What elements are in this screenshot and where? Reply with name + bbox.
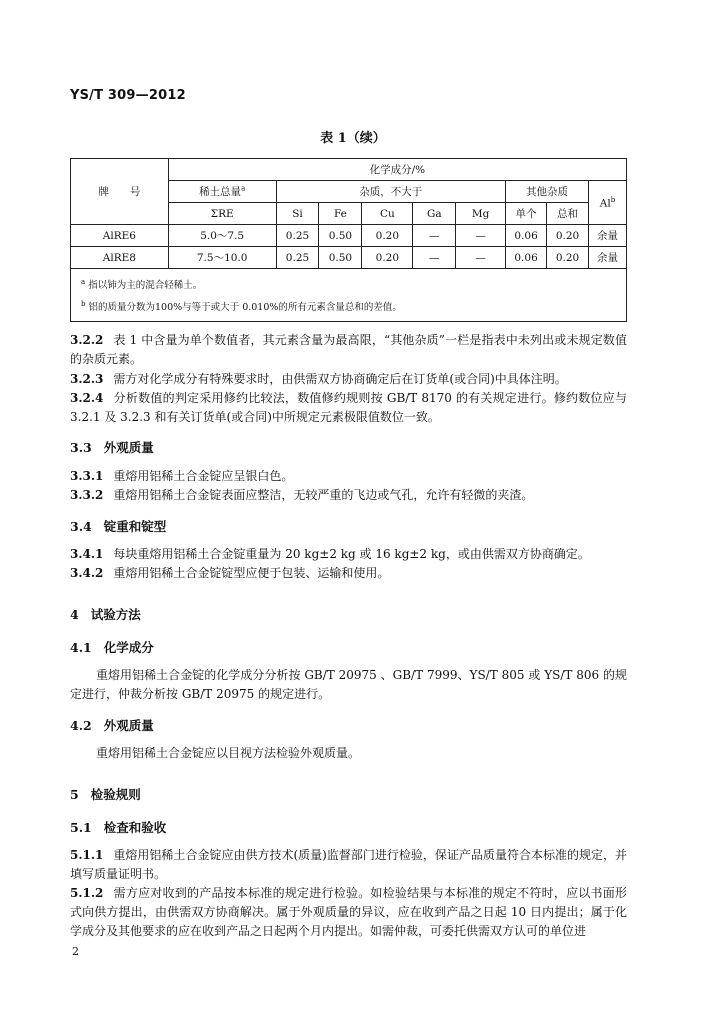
cell-cu: 0.20: [362, 247, 413, 269]
clause-3-4-1: 3.4.1 每块重熔用铝稀土合金锭重量为 20 kg±2 kg 或 16 kg±2 kg，或由供需双方协商确定。: [70, 547, 590, 561]
clause-3-3-2: 3.3.2 重熔用铝稀土合金锭表面应整洁，无较严重的飞边或气孔，允许有轻微的夹渣。: [70, 488, 534, 502]
cell-re: 5.0～7.5: [168, 225, 276, 247]
cell-total: 0.20: [547, 247, 589, 269]
section-3-3-heading: 3.3 外观质量: [70, 440, 154, 455]
element-ga-header: Ga: [413, 203, 456, 225]
cell-brand: AlRE8: [71, 247, 169, 269]
cell-fe: 0.50: [319, 225, 362, 247]
cell-si: 0.25: [276, 247, 319, 269]
section-4-heading: 4 试验方法: [70, 607, 141, 622]
clause-4-2-text: 重熔用铝稀土合金锭应以目视方法检验外观质量。: [96, 746, 361, 760]
section-3-4-heading: 3.4 锭重和锭型: [70, 519, 167, 534]
composition-table: [70, 158, 627, 322]
cell-al: 余量: [588, 247, 626, 269]
cell-total: 0.20: [547, 225, 589, 247]
cell-fe: 0.50: [319, 247, 362, 269]
element-si-header: Si: [276, 203, 319, 225]
cell-mg: —: [456, 225, 506, 247]
standard-code: YS/T 309—2012: [70, 88, 186, 103]
clause-3-2-4: 3.2.4 分析数值的判定采用修约比较法，数值修约规则按 GB/T 8170 的有关规定进行。修约数位应与 3.2.1 及 3.2.3 和有关订货单(或合同)中所规定元素极限值数位一致。: [70, 391, 627, 424]
re-symbol-header: ΣRE: [168, 203, 276, 225]
single-header: 单个: [506, 203, 547, 225]
cell-ga: —: [413, 225, 456, 247]
cell-brand: AlRE6: [71, 225, 169, 247]
clause-4-1-text: 重熔用铝稀土合金锭的化学成分分析按 GB/T 20975 、GB/T 7999、YS/T 805 或 YS/T 806 的规定进行，仲裁分析按 GB/T 20975 的规定进行。: [70, 668, 627, 701]
table-caption: 表 1（续）: [320, 131, 386, 146]
element-fe-header: Fe: [319, 203, 362, 225]
page-number: 2: [72, 945, 79, 958]
cell-single: 0.06: [506, 247, 547, 269]
al-header: Al$^b$: [588, 181, 626, 225]
element-cu-header: Cu: [362, 203, 413, 225]
element-mg-header: Mg: [456, 203, 506, 225]
chem-header: 化学成分/%: [168, 159, 626, 181]
cell-al: 余量: [588, 225, 626, 247]
cell-single: 0.06: [506, 225, 547, 247]
section-5-1-heading: 5.1 检查和验收: [70, 820, 167, 835]
note-b: $^b$ 铝的质量分数为100%与等于或大于 0.010%的所有元素含量总和的差值。: [81, 300, 402, 314]
table-row: [71, 247, 627, 269]
cell-re: 7.5～10.0: [168, 247, 276, 269]
clause-3-3-1: 3.3.1 重熔用铝稀土合金锭应呈银白色。: [70, 469, 294, 483]
cell-si: 0.25: [276, 225, 319, 247]
table-row: [71, 225, 627, 247]
clause-3-2-2: 3.2.2 表 1 中含量为单个数值者，其元素含量为最高限，“其他杂质”一栏是指表中未列出或未规定数值的杂质元素。: [70, 333, 627, 366]
cell-cu: 0.20: [362, 225, 413, 247]
clause-5-1-2: 5.1.2 需方应对收到的产品按本标准的规定进行检验。如检验结果与本标准的规定不符时，应以书面形式向供方提出，由供需双方协商解决。属于外观质量的异议，应在收到产品之日起 10 日内提出；属于化学成分及其他要求的应在收到产品之日起两个月内提出。如需仲裁，可委托供需双方认可的单位进: [70, 886, 627, 938]
clause-5-1-1: 5.1.1 重熔用铝稀土合金锭应由供方技术(质量)监督部门进行检验，保证产品质量符合本标准的规定，并填写质量证明书。: [70, 848, 627, 881]
brand-header: 牌 号: [71, 159, 169, 225]
impurity-header: 杂质，不大于: [276, 181, 506, 203]
section-5-heading: 5 检验规则: [70, 787, 141, 802]
other-impurity-header: 其他杂质: [506, 181, 589, 203]
cell-mg: —: [456, 247, 506, 269]
total-header: 总和: [547, 203, 589, 225]
section-4-1-heading: 4.1 化学成分: [70, 640, 154, 655]
table-notes: [71, 269, 627, 322]
clause-3-4-2: 3.4.2 重熔用铝稀土合金锭锭型应便于包装、运输和使用。: [70, 566, 390, 580]
cell-ga: —: [413, 247, 456, 269]
section-4-2-heading: 4.2 外观质量: [70, 718, 154, 733]
clause-3-2-3: 3.2.3 需方对化学成分有特殊要求时，由供需双方协商确定后在订货单(或合同)中具体注明。: [70, 372, 567, 386]
re-total-header: 稀土总量$^a$: [168, 181, 276, 203]
note-a: $^a$ 指以铈为主的混合轻稀土。: [81, 278, 203, 292]
